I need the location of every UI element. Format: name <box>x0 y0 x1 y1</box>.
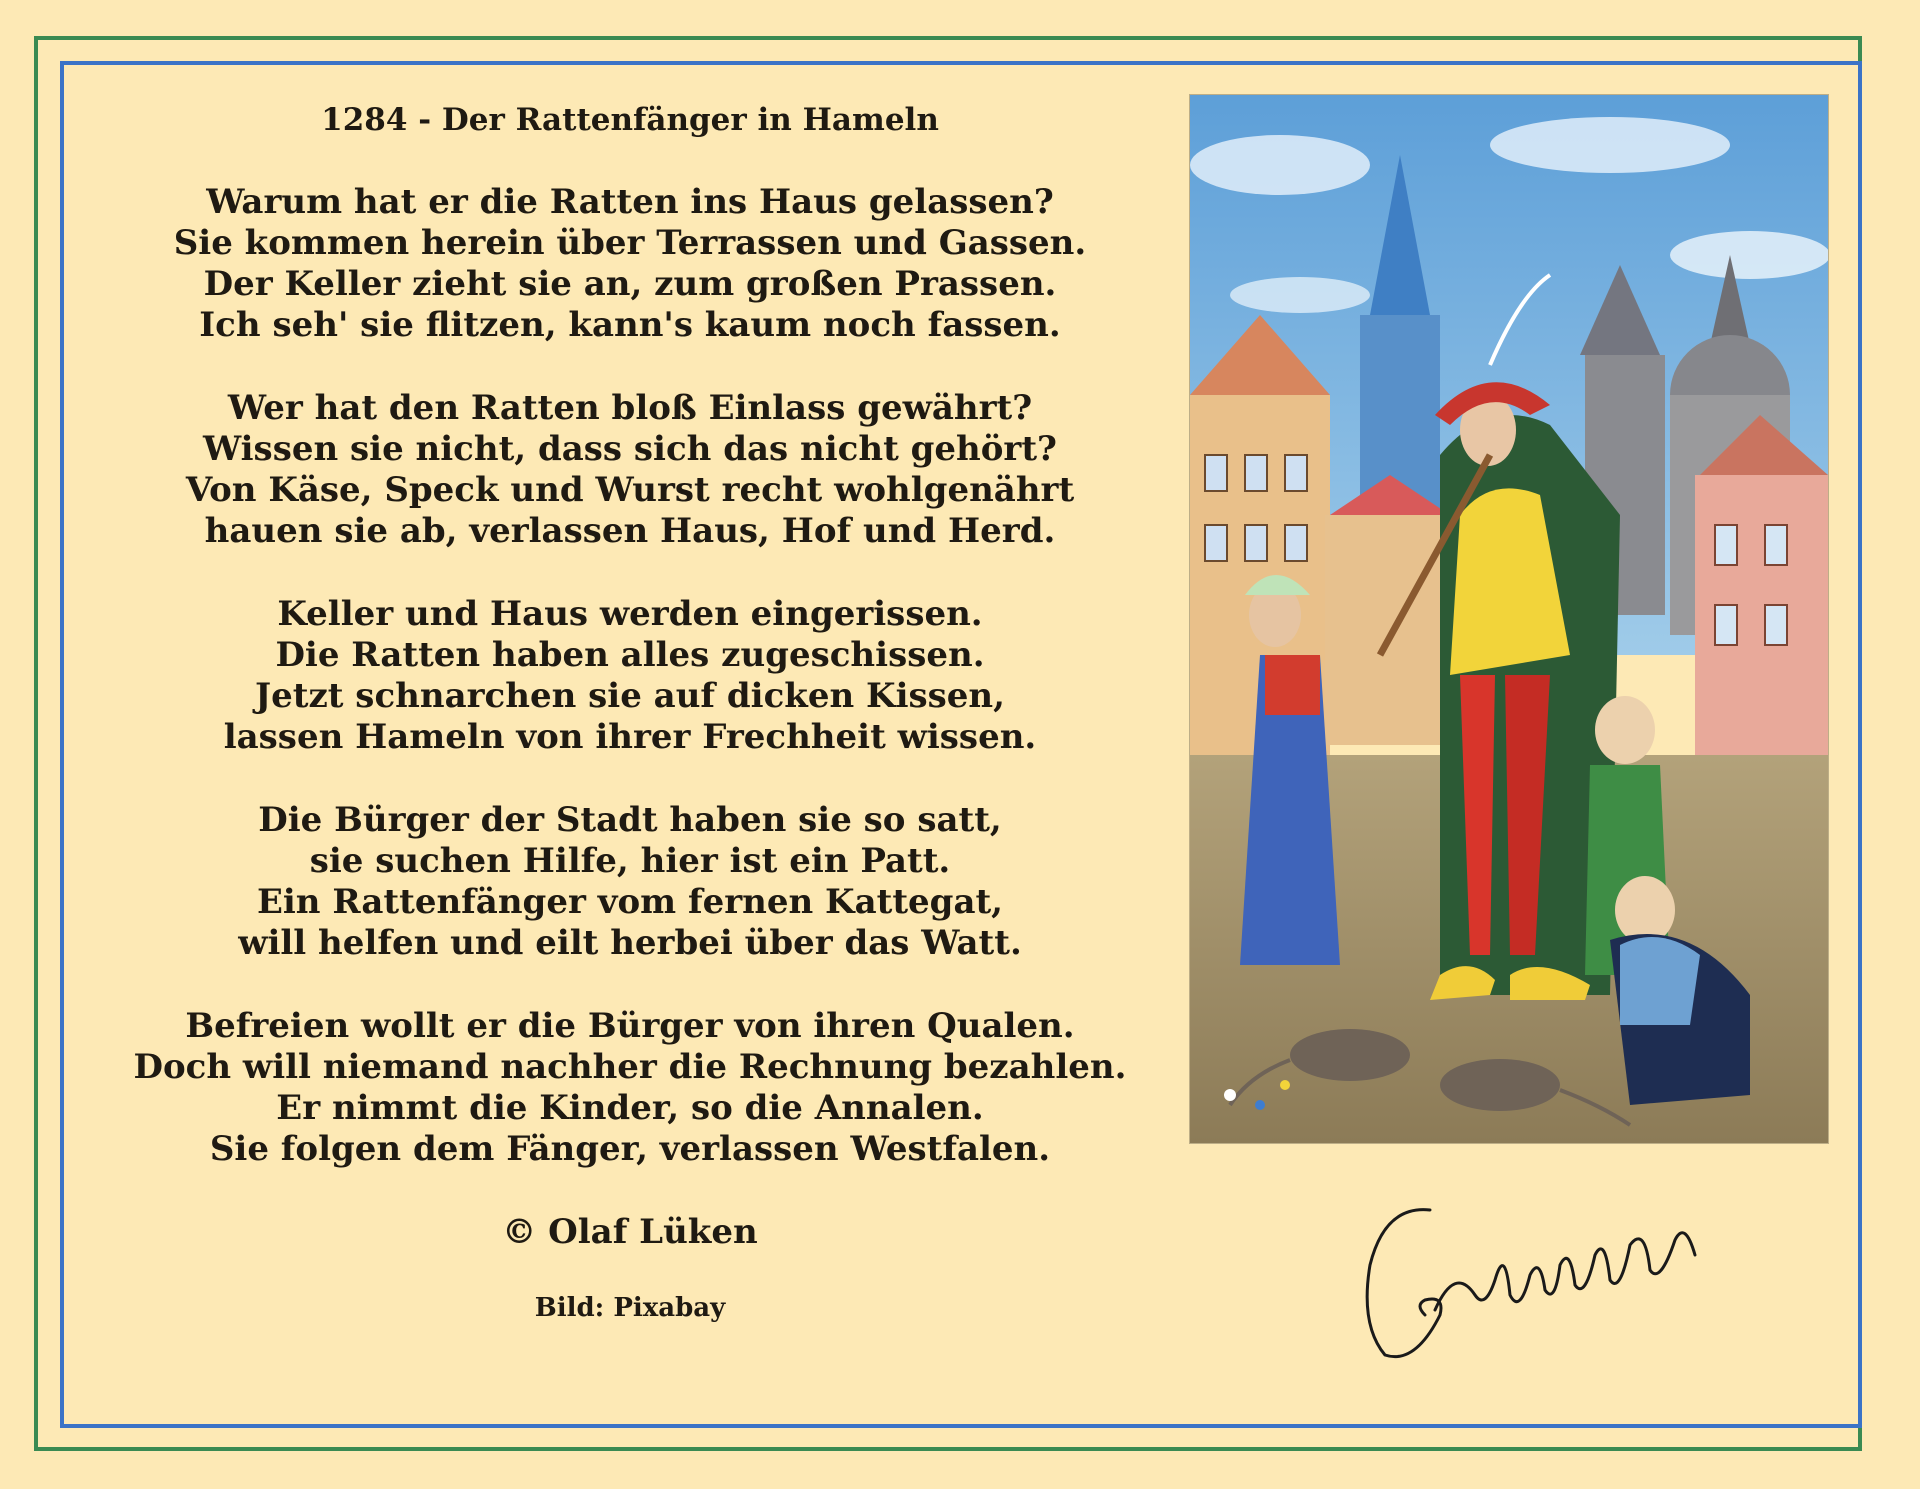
pied-piper-painting <box>1190 95 1828 1143</box>
copyright: © Olaf Lüken <box>502 1212 758 1252</box>
painting-illustration <box>1190 95 1828 1143</box>
signature-logo <box>1355 1185 1710 1370</box>
poem-line: Er nimmt die Kinder, so die Annalen. <box>276 1088 984 1128</box>
poem-line: Jetzt schnarchen sie auf dicken Kissen, <box>255 676 1005 716</box>
poem-line: Die Bürger der Stadt haben sie so satt, <box>258 800 1002 840</box>
poem-line: Befreien wollt er die Bürger von ihren Qualen. <box>185 1006 1075 1046</box>
poem-block <box>130 100 1130 1324</box>
poem-line: lassen Hameln von ihrer Frechheit wissen. <box>223 717 1037 757</box>
stanza-3 <box>130 594 1130 758</box>
poem-line: hauen sie ab, verlassen Haus, Hof und Herd. <box>204 511 1056 551</box>
poem-line: Sie folgen dem Fänger, verlassen Westfalen. <box>209 1129 1051 1169</box>
poem-line: Warum hat er die Ratten ins Haus gelassen? <box>206 182 1054 222</box>
poem-line: Wissen sie nicht, dass sich das nicht gehört? <box>203 429 1057 469</box>
poem-line: Wer hat den Ratten bloß Einlass gewährt? <box>227 388 1033 428</box>
poem-line: will helfen und eilt herbei über das Watt. <box>238 923 1022 963</box>
stanza-1 <box>130 182 1130 346</box>
poem-line: Ich seh' sie flitzen, kann's kaum noch fassen. <box>199 305 1061 345</box>
poem-line: Keller und Haus werden eingerissen. <box>277 594 983 634</box>
poem-line: Von Käse, Speck und Wurst recht wohlgenährt <box>185 470 1075 510</box>
poem-line: Ein Rattenfänger vom fernen Kattegat, <box>256 882 1004 922</box>
image-credit: Bild: Pixabay <box>534 1293 726 1323</box>
poem-title: 1284 - Der Rattenfänger in Hameln <box>321 102 939 138</box>
signature-script <box>1355 1185 1710 1370</box>
poem-line: Sie kommen herein über Terrassen und Gassen. <box>173 223 1087 263</box>
poem-line: Der Keller zieht sie an, zum großen Prassen. <box>203 264 1057 304</box>
stanza-5 <box>130 1006 1130 1170</box>
poem-line: Die Ratten haben alles zugeschissen. <box>275 635 985 675</box>
poem-line: Doch will niemand nachher die Rechnung bezahlen. <box>133 1047 1127 1087</box>
stanza-4 <box>130 800 1130 964</box>
poem-line: sie suchen Hilfe, hier ist ein Patt. <box>309 841 951 881</box>
stanza-2 <box>130 388 1130 552</box>
